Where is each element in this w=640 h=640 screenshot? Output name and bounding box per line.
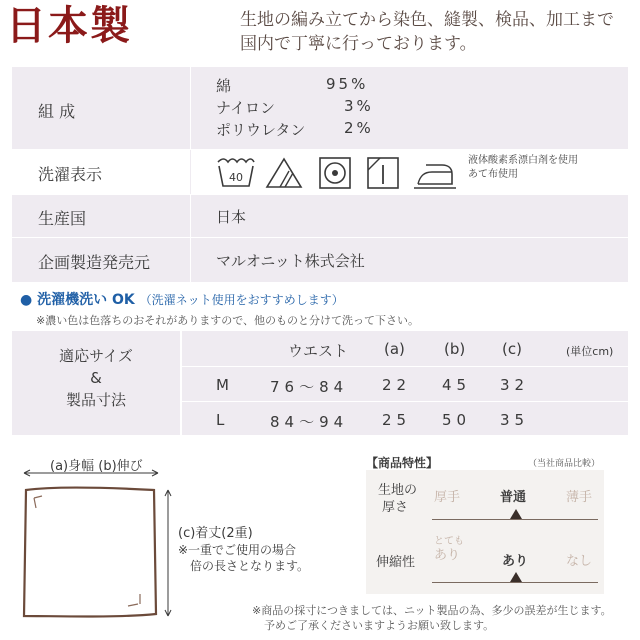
composition-name: ナイロン bbox=[216, 99, 275, 117]
wash-temp: 40 bbox=[229, 171, 243, 184]
care-note-line2: あて布使用 bbox=[468, 169, 518, 180]
spec-divider bbox=[190, 150, 191, 194]
iron-with-cloth-icon bbox=[412, 156, 458, 190]
wash-40-icon bbox=[216, 156, 256, 190]
tumble-dry-prohibited-icon bbox=[318, 156, 352, 190]
maker-value: マルオニット株式会社 bbox=[216, 252, 365, 270]
spec-divider bbox=[190, 238, 191, 282]
double-note-line2: 倍の長さとなります。 bbox=[190, 559, 310, 573]
size-row-waist: 84〜94 bbox=[270, 413, 349, 431]
header-note bbox=[240, 8, 635, 56]
width-stretch-label: (a)身幅 (b)伸び bbox=[50, 459, 143, 474]
maker-label: 企画製造発売元 bbox=[38, 253, 151, 272]
thickness-label-line2: 厚さ bbox=[382, 500, 409, 515]
double-note-line1: ※一重でご使用の場合 bbox=[178, 543, 297, 557]
header-note-line1: 生地の編み立てから染色、縫製、検品、加工まで bbox=[240, 10, 614, 30]
stretch-option-very-line2: あり bbox=[434, 548, 461, 563]
footer-note-line2: 予めご了承くださいますようお願い致します。 bbox=[264, 619, 495, 632]
stretch-label: 伸縮性 bbox=[376, 555, 416, 570]
size-row-divider bbox=[182, 366, 628, 367]
wash-ok-label: 洗濯機洗い OK bbox=[37, 292, 135, 308]
care-note bbox=[468, 154, 628, 182]
footer-note-line1: ※商品の採寸につきましては、ニット製品の為、多少の誤差が生じます。 bbox=[252, 604, 612, 617]
size-divider bbox=[180, 331, 182, 435]
features-compare-note: （当社商品比較） bbox=[528, 459, 601, 469]
thickness-marker-icon bbox=[510, 509, 522, 519]
care-note-line1: 液体酸素系漂白剤を使用 bbox=[468, 155, 578, 166]
stretch-option-very-line1: とても bbox=[434, 536, 464, 547]
spec-divider bbox=[190, 67, 191, 149]
double-note bbox=[178, 542, 309, 574]
size-header-unit: (単位cm) bbox=[566, 345, 614, 358]
size-row-c: 32 bbox=[500, 376, 530, 394]
spec-divider bbox=[190, 195, 191, 237]
fade-note: ※濃い色は色落ちのおそれがありますので、他のものと分けて洗って下さい。 bbox=[36, 314, 419, 327]
spec-row-country bbox=[12, 195, 628, 238]
size-row-a: 25 bbox=[382, 411, 412, 429]
thickness-label bbox=[378, 482, 417, 516]
oxygen-bleach-icon bbox=[264, 156, 304, 190]
size-row-c: 35 bbox=[500, 411, 530, 429]
size-row-b: 45 bbox=[442, 376, 472, 394]
care-label: 洗濯表示 bbox=[38, 165, 103, 184]
thickness-scale-line bbox=[432, 519, 598, 520]
length-label: (c)着丈(2重) bbox=[178, 526, 253, 541]
composition-name: ポリウレタン bbox=[216, 121, 306, 139]
size-row-b: 50 bbox=[442, 411, 472, 429]
composition-label: 組 成 bbox=[38, 102, 76, 121]
made-in-japan-title: 日本製 bbox=[6, 2, 132, 49]
size-label-line3: 製品寸法 bbox=[65, 391, 126, 409]
bullet-icon: ● bbox=[20, 292, 33, 308]
size-header-a: (a) bbox=[384, 340, 405, 358]
composition-pct: 3% bbox=[344, 97, 374, 115]
stretch-marker-icon bbox=[510, 572, 522, 582]
stretch-scale-line bbox=[432, 582, 598, 583]
size-row-waist: 76〜84 bbox=[270, 378, 349, 396]
footer-note bbox=[252, 603, 612, 633]
size-row-divider bbox=[182, 401, 628, 402]
composition-pct: 95% bbox=[326, 75, 369, 93]
header-note-line2: 国内で丁寧に行っております。 bbox=[240, 34, 477, 54]
size-row-a: 22 bbox=[382, 376, 412, 394]
country-label: 生産国 bbox=[38, 209, 87, 228]
thickness-option-normal: 普通 bbox=[500, 490, 527, 505]
features-box bbox=[366, 470, 604, 594]
size-header-c: (c) bbox=[502, 340, 522, 358]
stretch-option-none: なし bbox=[566, 554, 593, 569]
spec-row-maker bbox=[12, 238, 628, 283]
composition-name: 綿 bbox=[216, 77, 232, 95]
hang-dry-shade-icon bbox=[366, 156, 400, 190]
garment-diagram bbox=[16, 468, 186, 630]
thickness-label-line1: 生地の bbox=[378, 483, 418, 498]
size-label-line1: 適応サイズ bbox=[59, 347, 133, 365]
size-header-waist: ウエスト bbox=[288, 342, 349, 360]
size-label-line2: & bbox=[90, 369, 102, 387]
size-table-label bbox=[12, 331, 180, 435]
features-title: 【商品特性】 bbox=[366, 456, 439, 470]
wash-net-note: （洗濯ネット使用をおすすめします） bbox=[139, 293, 344, 307]
size-row-size: L bbox=[216, 411, 225, 429]
thickness-option-thick: 厚手 bbox=[434, 490, 461, 505]
stretch-option-very bbox=[434, 536, 464, 564]
stretch-option-some: あり bbox=[502, 554, 529, 569]
size-row-size: M bbox=[216, 376, 229, 394]
wash-heading bbox=[20, 289, 344, 309]
thickness-option-thin: 薄手 bbox=[566, 490, 593, 505]
size-table bbox=[12, 331, 628, 435]
size-header-b: (b) bbox=[444, 340, 466, 358]
spec-row-composition bbox=[12, 67, 628, 150]
country-value: 日本 bbox=[216, 208, 247, 226]
spec-row-care bbox=[12, 150, 628, 195]
composition-pct: 2% bbox=[344, 119, 374, 137]
